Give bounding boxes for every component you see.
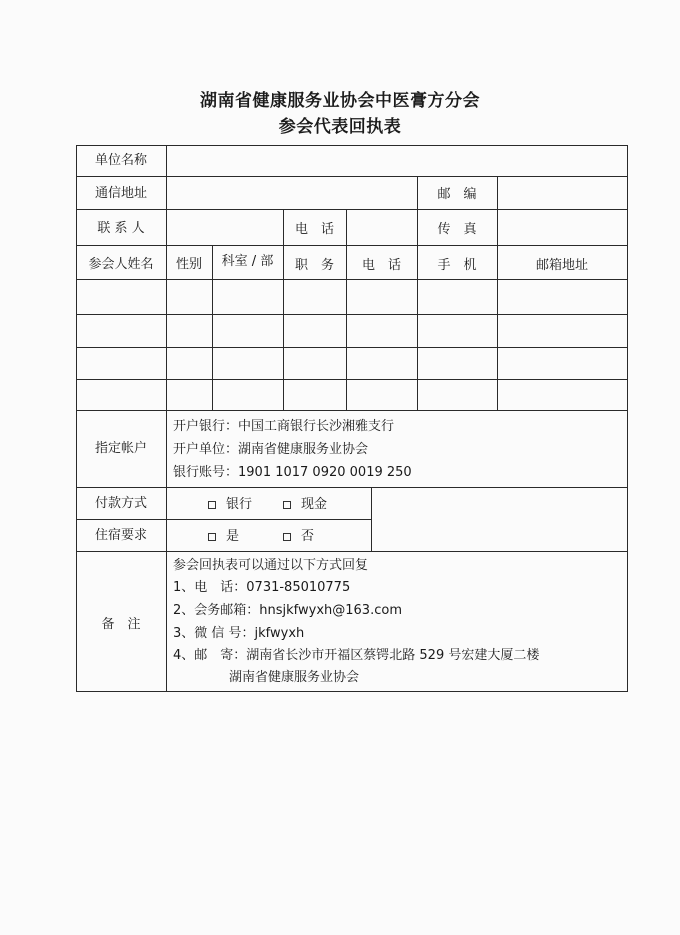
contact-label: 联 系 人 [97,221,145,236]
lodging-option-no[interactable] [283,529,314,545]
header-phone: 电 话 [361,258,401,273]
vline [371,487,372,552]
table-border-right [627,145,628,692]
hline [76,347,628,348]
hline [76,379,628,380]
lodging-option-label: 是 [226,529,240,544]
remarks-wechat: 3、微 信 号：jkfwyxh [173,626,305,641]
fax-label: 传 真 [437,222,477,237]
remarks-mail-recipient: 湖南省健康服务业协会 [229,670,360,685]
header-position: 职 务 [294,258,334,273]
hline [76,487,628,488]
form-title: 湖南省健康服务业协会中医膏方分会 [200,91,480,111]
payment-option-cash[interactable] [283,497,327,513]
payment-option-label: 银行 [226,497,253,512]
account-number: 银行账号：1901 1017 0920 0019 250 [173,465,412,480]
remarks-label: 备 注 [101,617,141,632]
hline [76,209,628,210]
account-bank: 开户银行：中国工商银行长沙湘雅支行 [173,419,395,434]
checkbox-icon[interactable] [283,533,291,541]
hline-bottom [76,691,628,692]
hline [76,410,628,411]
header-mobile: 手 机 [437,258,477,273]
remarks-intro: 参会回执表可以通过以下方式回复 [173,558,369,573]
hline [76,176,628,177]
hline [76,519,372,520]
payment-label: 付款方式 [94,496,147,511]
lodging-option-label: 否 [301,529,315,544]
checkbox-icon[interactable] [208,533,216,541]
header-email: 邮箱地址 [535,258,588,273]
hline [76,279,628,280]
phone-label: 电 话 [294,222,334,237]
account-label: 指定帐户 [94,441,147,456]
hline [76,245,628,246]
payment-option-bank[interactable] [208,497,252,513]
postcode-label: 邮 编 [437,187,477,202]
lodging-label: 住宿要求 [94,528,147,543]
hline [76,551,628,552]
form-subtitle: 参会代表回执表 [278,117,402,137]
header-department: 科室 / 部 [221,254,274,269]
checkbox-icon[interactable] [208,501,216,509]
header-gender: 性别 [175,257,202,272]
header-attendee-name: 参会人姓名 [88,257,154,272]
address-label: 通信地址 [94,186,147,201]
hline [76,314,628,315]
lodging-option-yes[interactable] [208,529,239,545]
remarks-phone: 1、电 话：0731-85010775 [173,580,351,595]
vline-label [166,145,167,692]
checkbox-icon[interactable] [283,501,291,509]
remarks-email: 2、会务邮箱：hnsjkfwyxh@163.com [173,603,402,618]
payment-option-label: 现金 [301,497,328,512]
vline [346,209,347,246]
vline [497,209,498,246]
account-holder: 开户单位：湖南省健康服务业协会 [173,442,369,457]
remarks-mail-address: 4、邮 寄：湖南省长沙市开福区蔡锷北路 529 号宏建大厦二楼 [173,648,540,663]
hline-top [76,145,628,146]
vline [497,176,498,210]
unit-name-label: 单位名称 [94,153,147,168]
